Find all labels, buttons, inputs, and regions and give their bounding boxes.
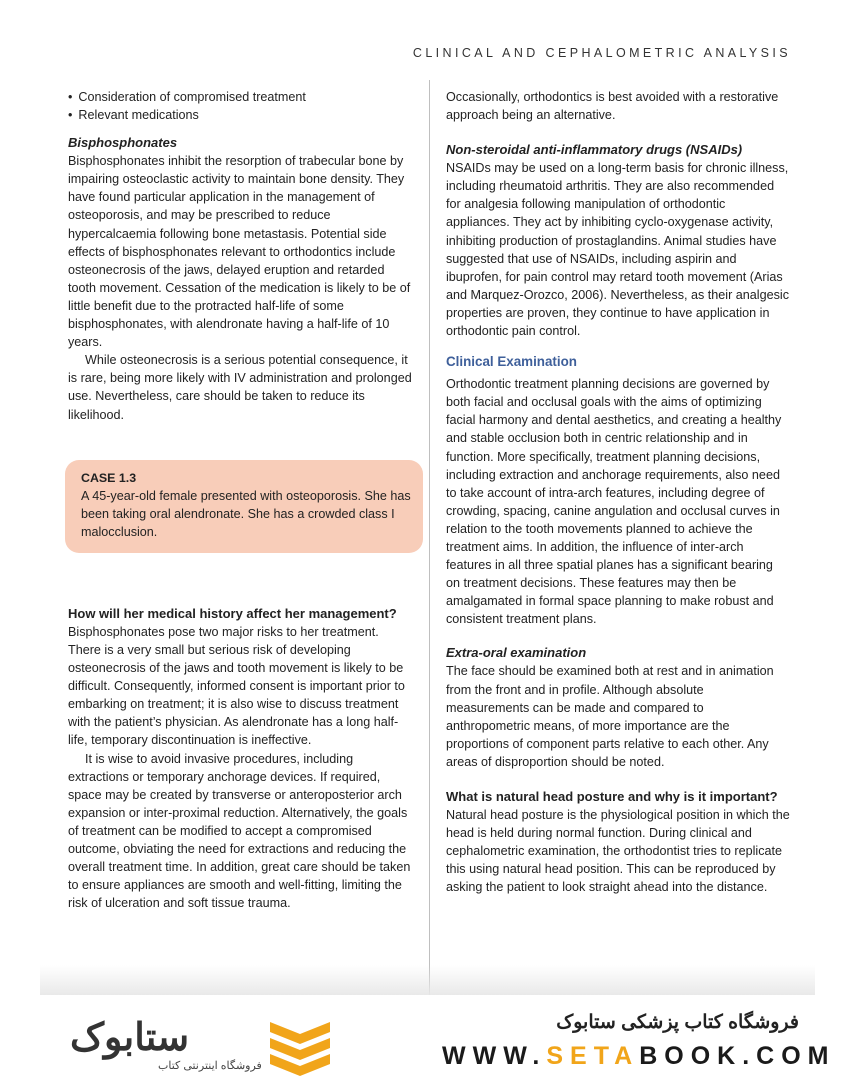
bisphosphonates-paragraph: Bisphosphonates inhibit the resorption of trabecular bone by impairing osteoclastic activity to maintain bone density. They have found particular application in the management of osteoporosis, and may be prescribed to reduce hypercalcaemia following bone metastasis. Potential side effects of bisphosphonates relevant to orthodontics include osteonecrosis of the jaws, delayed eruption and retarded tooth movement. Cessation of the medication is likely to be of little benefit due to the protracted half-life of some bisphosphonates, with alendronate having a half-life of 10 years.	[68, 154, 411, 350]
case-text: A 45-year-old female presented with osteoporosis. She has been taking oral alendronate. She has a crowded class I malocclusion.	[81, 488, 411, 539]
bullet-item: • Consideration of compromised treatment	[68, 88, 412, 106]
nsaids-paragraph: NSAIDs may be used on a long-term basis for chronic illness, including rheumatoid arthritis. They are also recommended for analgesia following manipulation of orthodontic appliances. They act by inhibiting cyclo-oxygenase activity, inhibiting production of prostaglandins. Animal studies have suggested that use of NSAIDs, including aspirin and ibuprofen, for pain control may retard tooth movement (Arias and Marquez-Orozco, 2006). Nevertheless, as their analgesic properties are proven, they continue to have application in orthodontic pain control.	[446, 161, 790, 339]
url-prefix: WWW.	[442, 1042, 547, 1070]
natural-head-posture-heading: What is natural head posture and why is it important?	[446, 789, 778, 804]
book-stack-icon	[265, 1016, 335, 1076]
bullet-list	[68, 88, 412, 124]
question-heading: How will her medical history affect her management?	[68, 605, 397, 621]
extra-oral-paragraph: The face should be examined both at rest and in animation from the front and in profile. Although absolute measurements can be made and compared to anthropometric means, of more importance are the proportions of component parts relative to each other. Any areas of disproportion should be noted.	[446, 664, 774, 769]
bisphosphonates-paragraph-2: While osteonecrosis is a serious potential consequence, it is rare, being more likely with IV administration and prolonged use. Nevertheless, care should be taken to reduce its likelihood.	[68, 353, 412, 422]
column-divider	[429, 80, 430, 995]
answer-paragraph: Bisphosphonates pose two major risks to her treatment. There is a very small but serious risk of developing osteonecrosis of the jaws and tooth movement is likely to be difficult. Consequently, informed consent is important prior to embarking on treatment; it is also wise to discuss treatment with the patient’s physician. As alendronate has a long half-life, temporary discontinuation is ineffective.	[68, 624, 405, 748]
logo-subtitle: فروشگاه اینترنتی کتاب	[158, 1060, 262, 1072]
natural-head-posture-paragraph: Natural head posture is the physiological position in which the head is held during normal function. During clinical and cephalometric examination, the orthodontist tries to replicate this using natural head position. This can be reproduced by asking the patient to look straight ahead into the distance.	[446, 808, 790, 895]
logo-text: ستابوک	[70, 1017, 190, 1059]
answer-paragraph-2: It is wise to avoid invasive procedures, including extractions or temporary anchorage devices. If required, space may be created by transverse or anteroposterior arch expansion or inter-proximal reduction. Alternatively, the goals of treatment can be modified to accept a compromised outcome, obviating the need for extractions and reducing the overall treatment time. In addition, great care should be taken to ensure appliances are smooth and well-fitting, limiting the risk of ulceration and soft tissue trauma.	[68, 751, 411, 911]
bisphosphonates-heading: Bisphosphonates	[68, 135, 178, 151]
right-column	[446, 88, 790, 896]
clinical-examination-heading: Clinical Examination	[446, 354, 577, 370]
url-suffix: BOOK.COM	[639, 1042, 836, 1070]
case-box	[65, 460, 423, 553]
nsaids-heading: Non-steroidal anti-inflammatory drugs (NSAIDs)	[446, 142, 743, 158]
clinical-examination-paragraph: Orthodontic treatment planning decisions are governed by both facial and occlusal goals with the aims of optimizing facial harmony and dental aesthetics, and creating a healthy and stable occlusion both in centric relationship and in function. More specifically, treatment planning decisions, including extraction and anchorage requirements, also need to take account of intra-arch features, including degree of crowding, spacing, canine angulation and occlusal curves in relation to the tooth movements planned to achieve the treatment aims. In addition, the influence of inter-arch features in all three spatial planes has a significant bearing on treatment decisions. These features may then be amalgamated in formal space planning to make robust and consistent treatment plans.	[446, 377, 782, 627]
page-fade	[40, 965, 815, 995]
running-header: CLINICAL AND CEPHALOMETRIC ANALYSIS	[412, 46, 791, 60]
case-title: CASE 1.3	[81, 470, 137, 485]
store-name: فروشگاه کتاب پزشکی ستابوک	[556, 1012, 799, 1033]
intro-paragraph: Occasionally, orthodontics is best avoided with a restorative approach being an alternative.	[446, 90, 779, 123]
bullet-item: • Relevant medications	[68, 106, 412, 124]
url-accent: SETA	[546, 1042, 640, 1070]
website-url[interactable]	[442, 1042, 835, 1071]
extra-oral-heading: Extra-oral examination	[446, 645, 587, 661]
left-column	[68, 88, 412, 912]
